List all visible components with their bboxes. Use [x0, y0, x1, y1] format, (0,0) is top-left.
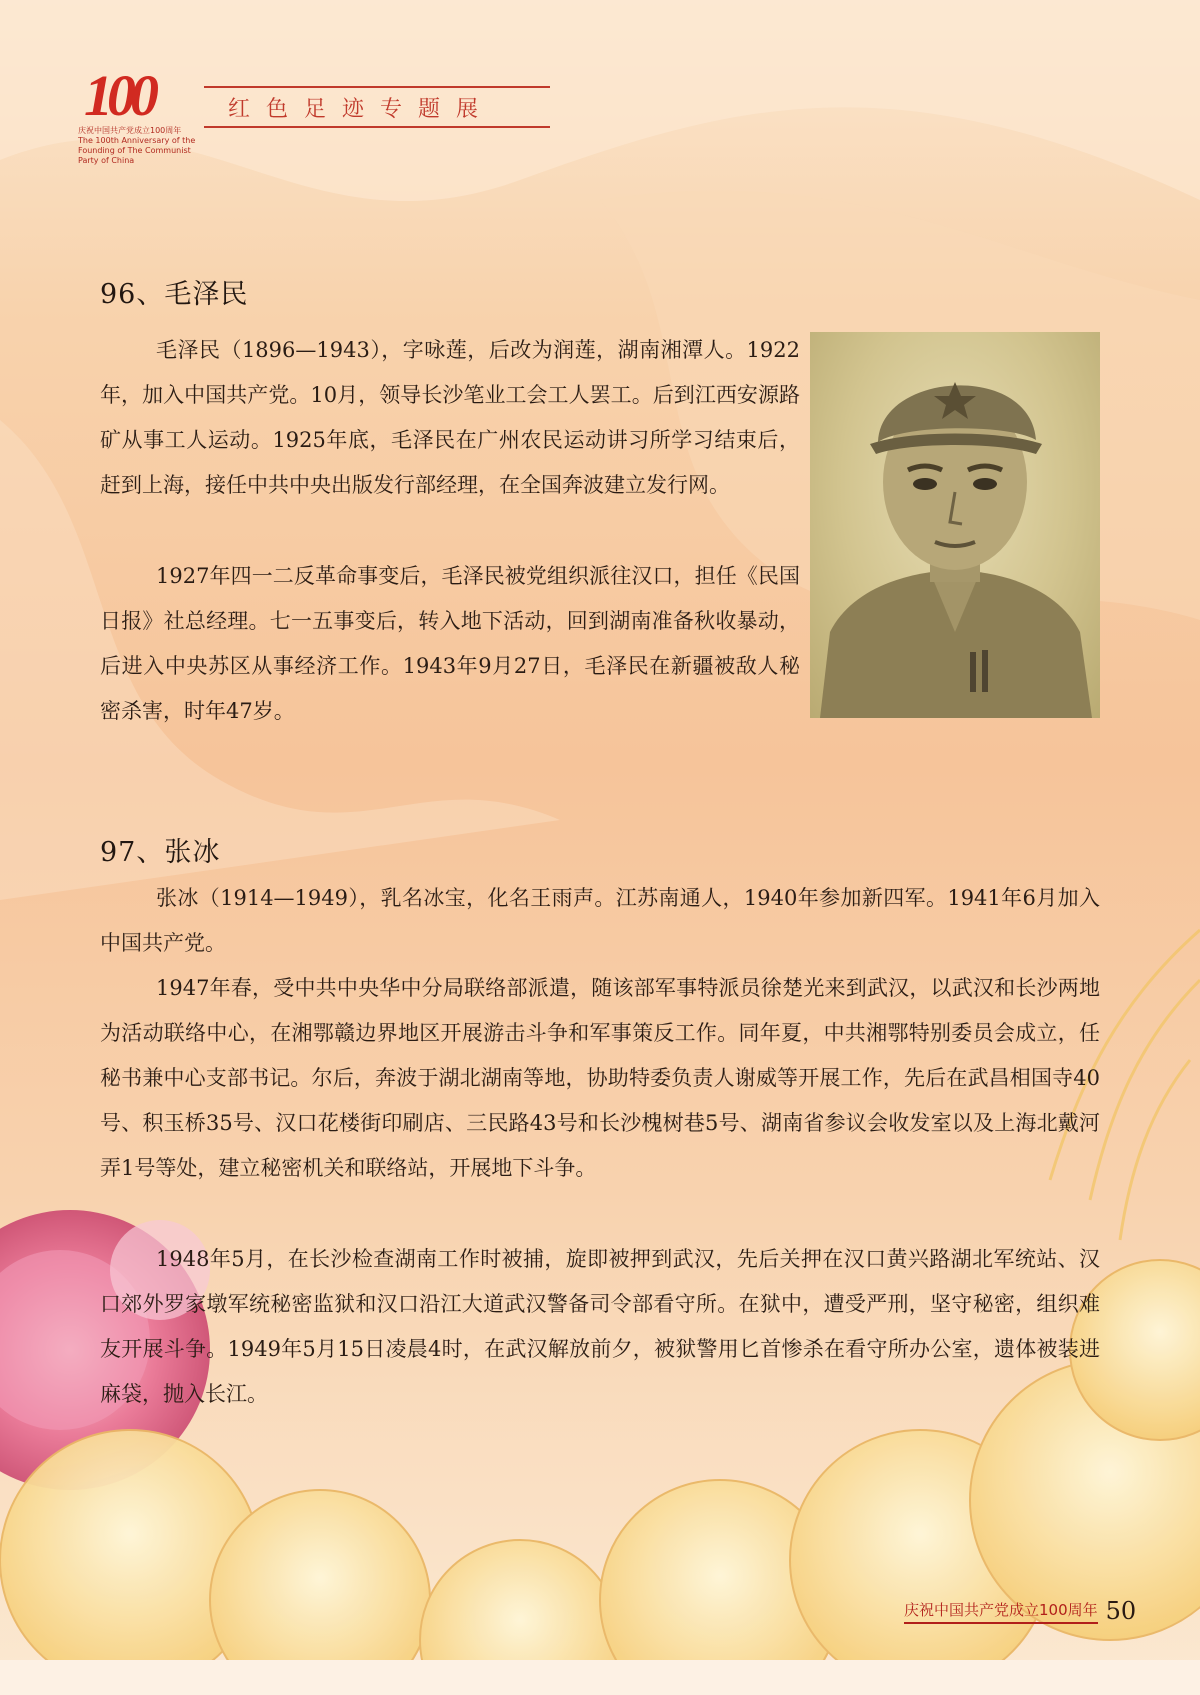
logo-caption: 庆祝中国共产党成立100周年 The 100th Anniversary of the Founding of The Communist Party of China: [78, 126, 196, 165]
page-number: 50: [1105, 1597, 1137, 1625]
logo-number: 100: [84, 63, 153, 128]
section-97-paragraph-3: 1948年5月，在长沙检查湖南工作时被捕，旋即被押到武汉，先后关押在汉口黄兴路湖北军统站、汉口郊外罗家墩军统秘密监狱和汉口沿江大道武汉警备司令部看守所。在狱中，遭受严刑，坚守秘密，组织难友开展斗争。1949年5月15日凌晨4时，在武汉解放前夕，被狱警用匕首惨杀在看守所办公室，遗体被装进麻袋，抛入长江。: [100, 1247, 1100, 1406]
banner-title: 红色足迹专题展: [228, 96, 495, 122]
section-96-paragraph-1: 毛泽民（1896—1943），字咏莲，后改为润莲，湖南湘潭人。1922年，加入中国共产党。10月，领导长沙笔业工会工人罢工。后到江西安源路矿从事工人运动。1925年底，毛泽民在广州农民运动讲习所学习结束后，赶到上海，接任中共中央出版发行部经理，在全国奔波建立发行网。: [100, 338, 800, 497]
section-97-paragraph-2: 1947年春，受中共中央华中分局联络部派遣，随该部军事特派员徐楚光来到武汉，以武汉和长沙两地为活动联络中心，在湘鄂赣边界地区开展游击斗争和军事策反工作。同年夏，中共湘鄂特别委员会成立，任秘书兼中心支部书记。尔后，奔波于湖北湖南等地，协助特委负责人谢威等开展工作，先后在武昌相国寺40号、积玉桥35号、汉口花楼街印刷店、三民路43号和长沙槐树巷5号、湖南省参议会收发室以及上海北戴河弄1号等处，建立秘密机关和联络站，开展地下斗争。: [100, 976, 1100, 1180]
centenary-logo: [78, 63, 196, 165]
page-footer: [904, 1598, 1136, 1624]
section-97-paragraph-1: 张冰（1914—1949），乳名冰宝，化名王雨声。江苏南通人，1940年参加新四军。1941年6月加入中国共产党。: [100, 886, 1100, 955]
section-title-97: 97、张冰: [100, 837, 221, 868]
footer-text: 庆祝中国共产党成立100周年: [904, 1599, 1098, 1624]
exhibition-banner: [204, 86, 550, 128]
portrait-photo: [810, 332, 1100, 718]
section-title-96: 96、毛泽民: [100, 279, 249, 310]
section-96-paragraph-2: 1927年四一二反革命事变后，毛泽民被党组织派往汉口，担任《民国日报》社总经理。七一五事变后，转入地下活动，回到湖南准备秋收暴动，后进入中央苏区从事经济工作。1943年9月27日，毛泽民在新疆被敌人秘密杀害，时年47岁。: [100, 564, 800, 723]
